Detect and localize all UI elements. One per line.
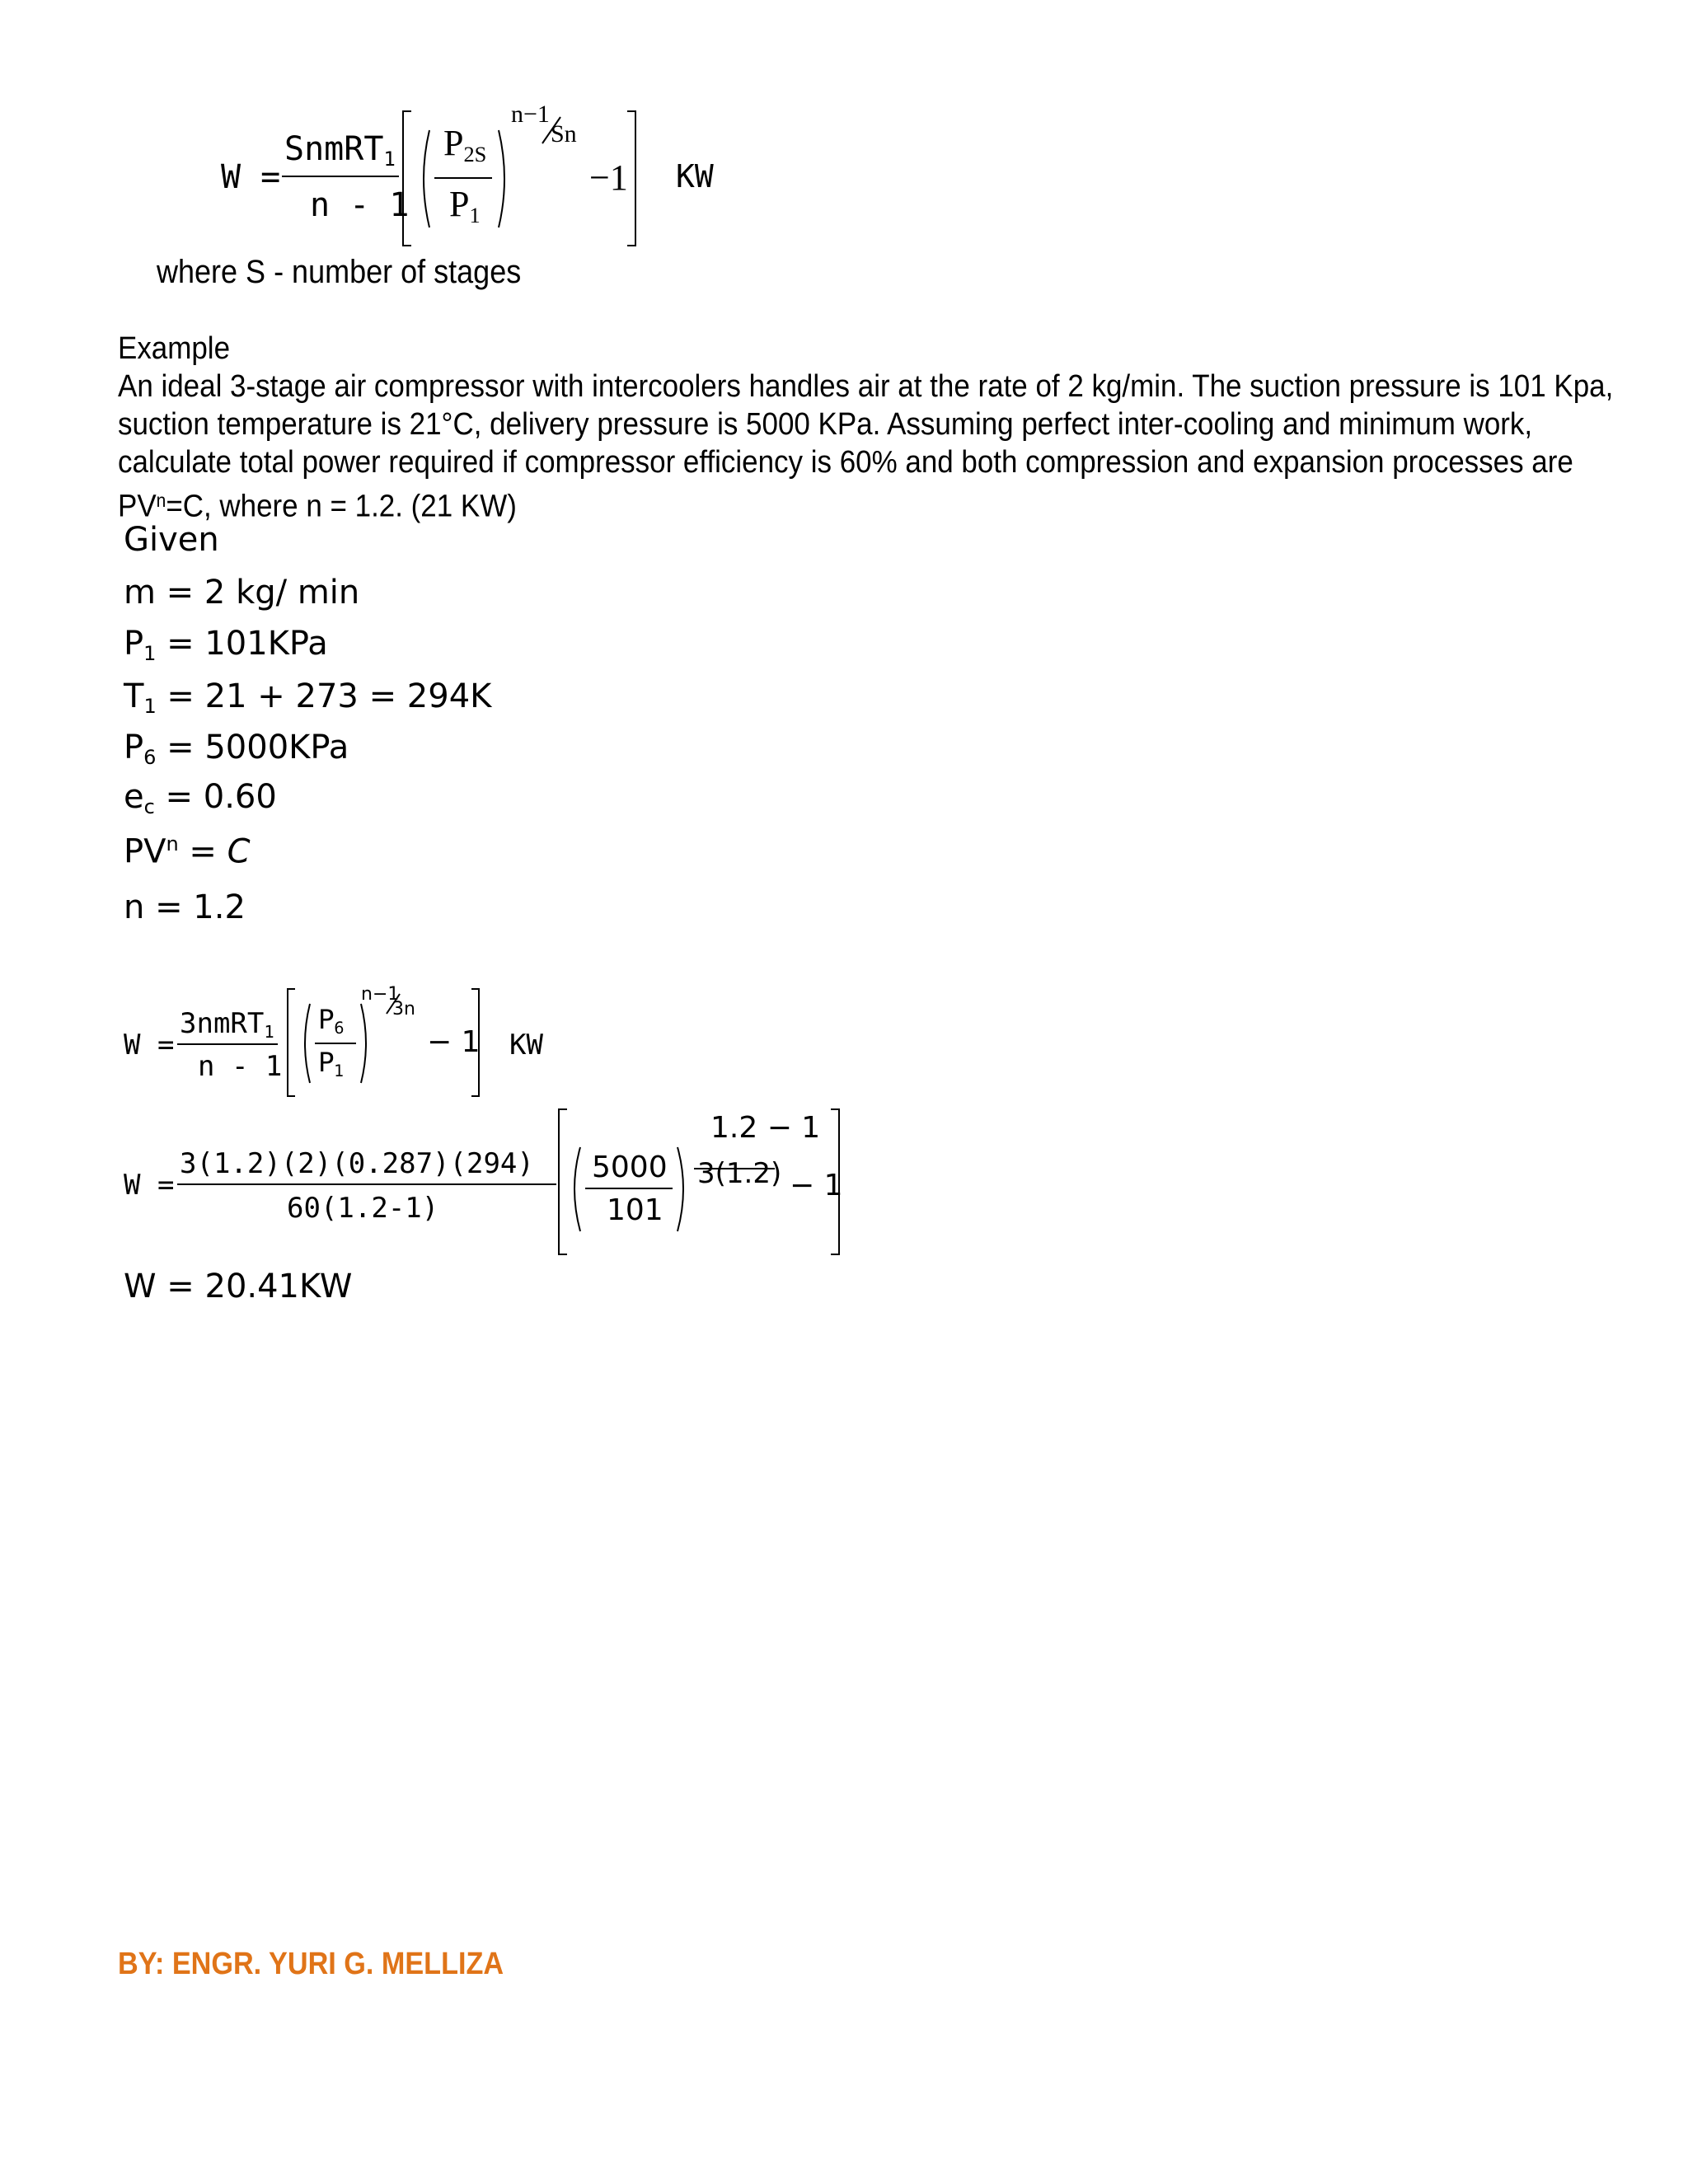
given-ec-sub: c (143, 795, 155, 819)
given-t1 (124, 677, 491, 718)
example-pv-sup: n (156, 490, 166, 511)
given-p6-sym: P (124, 729, 144, 766)
formula2-num-text: 3nmRT (180, 1007, 265, 1040)
given-p6 (124, 729, 349, 769)
formula2-numerator (180, 1007, 274, 1042)
formula2-exponent-numerator: n−1 (361, 984, 400, 1005)
formula2-exponent-denominator: 3n (392, 999, 415, 1019)
given-p1-sub: 1 (143, 642, 157, 666)
given-heading: Given (124, 521, 219, 559)
formula2-fraction-bar (177, 1043, 278, 1045)
formula1-ratio-numerator (443, 122, 486, 167)
example-line-2: suction temperature is 21°C, delivery pressure is 5000 KPa. Assuming perfect inter-cooling and minimum work, (118, 407, 1533, 442)
formula1-num-text: SnmRT (284, 130, 384, 168)
formula2-denominator: n - 1 (198, 1050, 283, 1083)
formula2-unit: KW (509, 1029, 543, 1062)
formula3-numerator: 3(1.2)(2)(0.287)(294) (180, 1147, 534, 1180)
formula1-exponent-denominator: Sn (551, 120, 577, 148)
formula1-lhs: W = (221, 158, 281, 196)
given-pv-rest: = C (178, 832, 251, 871)
formula3-denominator: 60(1.2-1) (287, 1192, 439, 1225)
where-note: where S - number of stages (157, 254, 522, 290)
example-line-4-rest: =C, where n = 1.2. (21 KW) (166, 489, 517, 524)
given-process (124, 832, 251, 870)
formula1-p-text: P (443, 123, 464, 163)
example-pv: PV (118, 489, 157, 524)
formula3-lhs: W = (124, 1169, 175, 1202)
given-ec-value: = 0.60 (154, 778, 277, 816)
given-p1-value: = 101KPa (156, 625, 328, 663)
formula1-minus-one: −1 (589, 157, 628, 198)
formula1-numerator (284, 130, 396, 171)
example-line-4 (118, 481, 517, 525)
formula1-unit: KW (676, 158, 714, 194)
formula3-ratio-numerator: 5000 (592, 1151, 668, 1184)
formula2-p6-sub: 6 (334, 1018, 345, 1038)
formula2-num-sub: 1 (264, 1022, 274, 1043)
result: W = 20.41KW (124, 1268, 353, 1305)
formula2-p1-text: P (318, 1047, 335, 1078)
given-p6-sub: 6 (143, 746, 157, 770)
given-mass-flow: m = 2 kg/ min (124, 574, 360, 612)
example-line-1: An ideal 3-stage air compressor with intercoolers handles air at the rate of 2 kg/min. The suction pressure is 101 Kpa, (118, 369, 1614, 404)
formula1-p1-text: P (449, 184, 470, 224)
example-heading: Example (118, 331, 231, 366)
given-pv: PV (124, 832, 166, 871)
formula2-ratio-numerator (318, 1004, 345, 1038)
given-t1-sub: 1 (143, 695, 157, 719)
formula1-exponent-numerator: n−1 (511, 101, 550, 128)
given-p6-value: = 5000KPa (156, 729, 349, 766)
formula2-minus-one: − 1 (427, 1025, 481, 1059)
given-p1-sym: P (124, 625, 144, 663)
formula1-denominator: n - 1 (310, 186, 410, 224)
formula3-exponent-denominator: 3(1.2) (697, 1157, 782, 1190)
formula1-ratio-denominator (449, 183, 481, 228)
formula3-minus-one: − 1 (790, 1169, 843, 1202)
formula2-lhs: W = (124, 1029, 175, 1062)
formula3-ratio-denominator: 101 (607, 1193, 663, 1227)
given-n: n = 1.2 (124, 888, 246, 926)
given-p1 (124, 625, 328, 665)
given-pv-sup: n (166, 832, 179, 855)
formula1-num-sub: 1 (383, 148, 396, 171)
example-line-3: calculate total power required if compressor efficiency is 60% and both compression and expansion processes are (118, 445, 1573, 480)
given-t1-sym: T (124, 677, 144, 715)
formula1-p1-sub: 1 (469, 202, 481, 227)
formula2-p1-sub: 1 (334, 1061, 345, 1080)
given-t1-value: = 21 + 273 = 294K (156, 677, 492, 715)
formula1-fraction-bar (282, 176, 399, 177)
given-efficiency (124, 778, 277, 818)
formula2-ratio-denominator (318, 1047, 345, 1080)
formula3-exponent-numerator: 1.2 − 1 (710, 1111, 821, 1145)
author-credit: BY: ENGR. YURI G. MELLIZA (118, 1947, 504, 1981)
formula2-p6-text: P (318, 1004, 335, 1035)
formula3-fraction-bar (177, 1183, 556, 1185)
formula1-p-sub: 2S (463, 141, 487, 166)
given-ec-sym: e (124, 778, 144, 816)
